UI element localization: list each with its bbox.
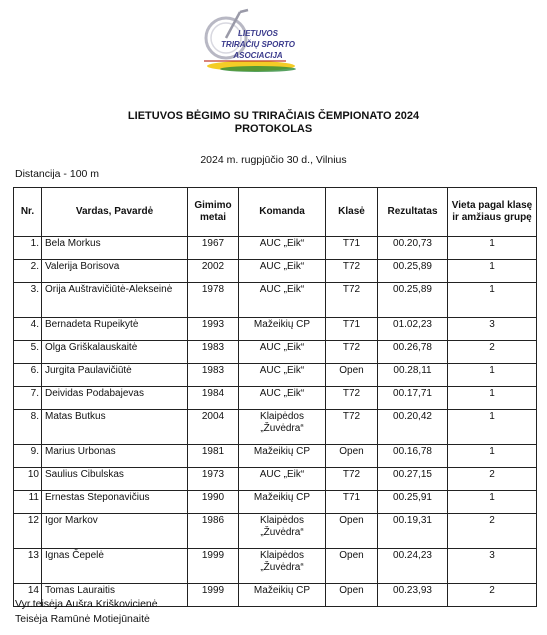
cell-name: Valerija Borisova (42, 260, 188, 283)
cell-nr: 8. (14, 410, 42, 445)
cell-year: 1999 (188, 549, 239, 584)
cell-nr: 10 (14, 468, 42, 491)
cell-nr: 14 (14, 584, 42, 607)
header-name: Vardas, Pavardė (42, 188, 188, 237)
table-row (14, 387, 537, 410)
cell-result: 00.23,93 (378, 584, 448, 607)
table-row (14, 514, 537, 549)
table-row (14, 237, 537, 260)
cell-result: 00.25,91 (378, 491, 448, 514)
table-row (14, 364, 537, 387)
cell-class: T71 (326, 237, 378, 260)
cell-team: AUC „Eik“ (239, 364, 326, 387)
cell-nr: 3. (14, 283, 42, 318)
cell-result: 01.02,23 (378, 318, 448, 341)
cell-place: 3 (448, 318, 537, 341)
cell-place: 3 (448, 549, 537, 584)
cell-place: 1 (448, 445, 537, 468)
cell-nr: 4. (14, 318, 42, 341)
cell-team: AUC „Eik“ (239, 260, 326, 283)
chief-judge: Vyr.teisėja Aušra Kriškovicienė (15, 598, 158, 610)
cell-year: 1983 (188, 364, 239, 387)
cell-nr: 2. (14, 260, 42, 283)
cell-class: T71 (326, 491, 378, 514)
cell-year: 1978 (188, 283, 239, 318)
cell-nr: 9. (14, 445, 42, 468)
cell-result: 00.25,89 (378, 260, 448, 283)
table-header-row (14, 188, 537, 237)
cell-name: Igor Markov (42, 514, 188, 549)
cell-year: 1999 (188, 584, 239, 607)
table-row (14, 445, 537, 468)
cell-nr: 12 (14, 514, 42, 549)
cell-nr: 6. (14, 364, 42, 387)
cell-class: Open (326, 584, 378, 607)
cell-year: 1993 (188, 318, 239, 341)
cell-class: T72 (326, 410, 378, 445)
cell-team: AUC „Eik“ (239, 283, 326, 318)
cell-class: T72 (326, 341, 378, 364)
cell-name: Tomas Lauraitis (42, 584, 188, 607)
header-year: Gimimo metai (188, 188, 239, 237)
table-row (14, 283, 537, 318)
cell-year: 1986 (188, 514, 239, 549)
cell-result: 00.17,71 (378, 387, 448, 410)
cell-place: 1 (448, 491, 537, 514)
cell-name: Marius Urbonas (42, 445, 188, 468)
title-line-1: LIETUVOS BĖGIMO SU TRIRAČIAIS ČEMPIONATO 2024 (127, 110, 420, 122)
title-line-2: PROTOKOLAS (234, 123, 313, 135)
cell-team: AUC „Eik“ (239, 387, 326, 410)
cell-result: 00.27,15 (378, 468, 448, 491)
cell-result: 00.24,23 (378, 549, 448, 584)
cell-team: Mažeikių CP (239, 445, 326, 468)
cell-nr: 7. (14, 387, 42, 410)
cell-place: 1 (448, 260, 537, 283)
cell-place: 2 (448, 468, 537, 491)
cell-place: 1 (448, 387, 537, 410)
cell-class: T72 (326, 387, 378, 410)
cell-result: 00.16,78 (378, 445, 448, 468)
cell-place: 1 (448, 237, 537, 260)
table-row (14, 549, 537, 584)
cell-nr: 13 (14, 549, 42, 584)
cell-team: Klaipėdos „Žuvėdra“ (239, 514, 326, 549)
cell-class: Open (326, 549, 378, 584)
cell-place: 1 (448, 410, 537, 445)
table-row (14, 318, 537, 341)
table-row (14, 468, 537, 491)
cell-name: Ignas Čepelė (42, 549, 188, 584)
cell-name: Matas Butkus (42, 410, 188, 445)
cell-result: 00.20,42 (378, 410, 448, 445)
cell-team: Mažeikių CP (239, 491, 326, 514)
cell-nr: 1. (14, 237, 42, 260)
cell-year: 1990 (188, 491, 239, 514)
cell-year: 1973 (188, 468, 239, 491)
cell-team: AUC „Eik“ (239, 468, 326, 491)
results-table (13, 187, 537, 607)
judge: Teisėja Ramūnė Motiejūnaitė (15, 613, 150, 625)
cell-team: Klaipėdos „Žuvėdra“ (239, 549, 326, 584)
header-class: Klasė (326, 188, 378, 237)
cell-team: AUC „Eik“ (239, 341, 326, 364)
cell-class: Open (326, 445, 378, 468)
cell-place: 2 (448, 514, 537, 549)
logo-line1: LIETUVOS (237, 29, 279, 38)
header-result: Rezultatas (378, 188, 448, 237)
cell-team: Mažeikių CP (239, 584, 326, 607)
distance-label: Distancija - 100 m (15, 168, 100, 180)
cell-class: T71 (326, 318, 378, 341)
cell-team: Mažeikių CP (239, 318, 326, 341)
cell-nr: 11 (14, 491, 42, 514)
tricycle-logo (196, 6, 306, 76)
cell-place: 1 (448, 364, 537, 387)
cell-class: Open (326, 514, 378, 549)
header-nr: Nr. (14, 188, 42, 237)
cell-year: 1984 (188, 387, 239, 410)
cell-year: 1967 (188, 237, 239, 260)
cell-result: 00.26,78 (378, 341, 448, 364)
cell-class: T72 (326, 260, 378, 283)
document-title (0, 110, 547, 136)
cell-place: 1 (448, 283, 537, 318)
cell-name: Ernestas Steponavičius (42, 491, 188, 514)
cell-name: Bela Morkus (42, 237, 188, 260)
cell-team: AUC „Eik“ (239, 237, 326, 260)
table-row (14, 341, 537, 364)
cell-year: 2002 (188, 260, 239, 283)
cell-class: T72 (326, 283, 378, 318)
cell-nr: 5. (14, 341, 42, 364)
cell-name: Orija Auštravičiūtė-Alekseinė (42, 283, 188, 318)
header-team: Komanda (239, 188, 326, 237)
table-row (14, 491, 537, 514)
cell-result: 00.19,31 (378, 514, 448, 549)
cell-name: Olga Griškalauskaitė (42, 341, 188, 364)
cell-year: 2004 (188, 410, 239, 445)
logo-line3: ASOCIACIJA (233, 51, 283, 60)
cell-result: 00.25,89 (378, 283, 448, 318)
cell-team: Klaipėdos „Žuvėdra“ (239, 410, 326, 445)
logo-line2: TRIRAČIŲ SPORTO (221, 40, 295, 49)
table-row (14, 410, 537, 445)
table-row (14, 260, 537, 283)
cell-place: 2 (448, 341, 537, 364)
cell-year: 1983 (188, 341, 239, 364)
cell-result: 00.28,11 (378, 364, 448, 387)
cell-name: Deividas Podabajevas (42, 387, 188, 410)
cell-name: Jurgita Paulavičiūtė (42, 364, 188, 387)
date-place: 2024 m. rugpjūčio 30 d., Vilnius (200, 154, 347, 166)
cell-place: 2 (448, 584, 537, 607)
cell-name: Bernadeta Rupeikytė (42, 318, 188, 341)
header-place: Vieta pagal klasę ir amžiaus grupę (448, 188, 537, 237)
cell-year: 1981 (188, 445, 239, 468)
cell-name: Saulius Cibulskas (42, 468, 188, 491)
cell-class: T72 (326, 468, 378, 491)
cell-result: 00.20,73 (378, 237, 448, 260)
cell-class: Open (326, 364, 378, 387)
